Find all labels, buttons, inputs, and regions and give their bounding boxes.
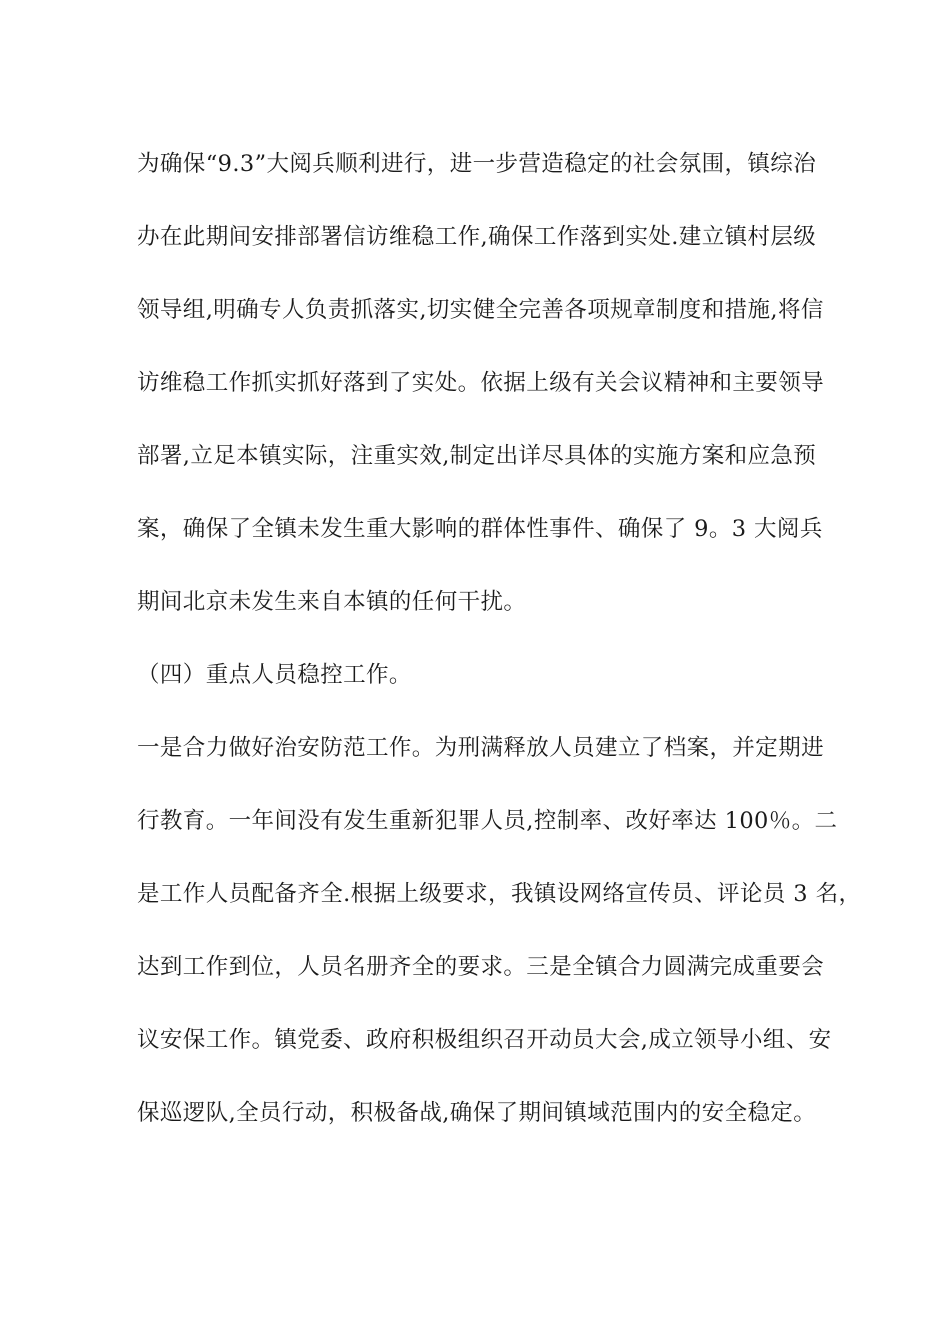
paragraph-line: 行教育。一年间没有发生重新犯罪人员,控制率、改好率达 100％。二 xyxy=(137,808,838,834)
paragraph-line: 是工作人员配备齐全.根据上级要求，我镇设网络宣传员、评论员 3 名， xyxy=(137,881,862,907)
paragraph-line: 领导组,明确专人负责抓落实,切实健全完善各项规章制度和措施,将信 xyxy=(137,297,824,323)
paragraph-line: 部署,立足本镇实际，注重实效,制定出详尽具体的实施方案和应急预 xyxy=(137,443,817,469)
paragraph-line: 案，确保了全镇未发生重大影响的群体性事件、确保了 9。3 大阅兵 xyxy=(137,516,823,542)
paragraph-line: 办在此期间安排部署信访维稳工作,确保工作落到实处.建立镇村层级 xyxy=(137,224,817,250)
paragraph-line: 访维稳工作抓实抓好落到了实处。依据上级有关会议精神和主要领导 xyxy=(137,370,825,396)
paragraph-line: 保巡逻队,全员行动，积极备战,确保了期间镇域范围内的安全稳定。 xyxy=(137,1100,817,1126)
section-heading: （四）重点人员稳控工作。 xyxy=(137,662,412,688)
paragraph-line: 一是合力做好治安防范工作。为刑满释放人员建立了档案，并定期进 xyxy=(137,735,825,761)
paragraph-line: 期间北京未发生来自本镇的任何干扰。 xyxy=(137,589,527,615)
paragraph-line: 议安保工作。镇党委、政府积极组织召开动员大会,成立领导小组、安 xyxy=(137,1027,832,1053)
paragraph-line: 为确保“9.3”大阅兵顺利进行，进一步营造稳定的社会氛围，镇综治 xyxy=(137,151,817,177)
paragraph-line: 达到工作到位，人员名册齐全的要求。三是全镇合力圆满完成重要会 xyxy=(137,954,825,980)
